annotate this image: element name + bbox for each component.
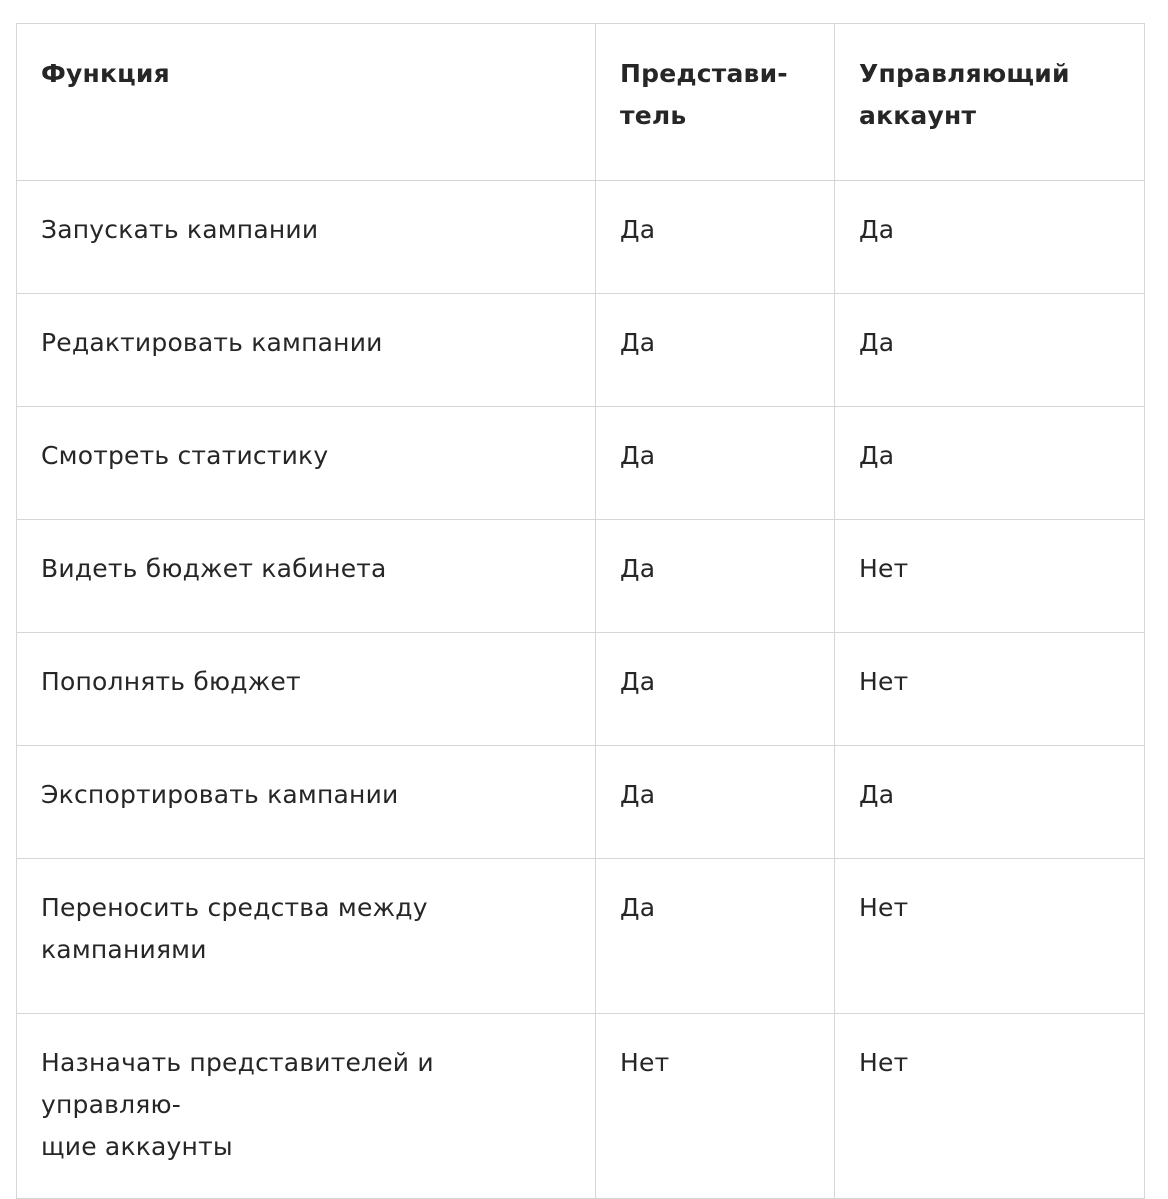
permissions-table-container xyxy=(16,23,1144,1199)
representative-value: Нет xyxy=(620,1048,670,1077)
representative-value: Да xyxy=(620,441,656,470)
representative-value: Да xyxy=(620,893,656,922)
table-row xyxy=(17,746,1145,859)
managing-account-cell xyxy=(835,859,1145,1014)
header-function xyxy=(17,24,596,181)
managing-account-cell xyxy=(835,181,1145,294)
function-cell xyxy=(17,181,596,294)
function-cell xyxy=(17,746,596,859)
representative-cell xyxy=(596,407,835,520)
function-label: Видеть бюджет кабинета xyxy=(41,554,387,583)
header-representative xyxy=(596,24,835,181)
representative-cell xyxy=(596,1014,835,1199)
representative-cell xyxy=(596,294,835,407)
permissions-table xyxy=(16,23,1145,1199)
table-row xyxy=(17,407,1145,520)
table-row xyxy=(17,181,1145,294)
function-cell xyxy=(17,520,596,633)
managing-account-cell xyxy=(835,520,1145,633)
representative-cell xyxy=(596,633,835,746)
function-label: Смотреть статистику xyxy=(41,441,329,470)
representative-cell xyxy=(596,746,835,859)
function-cell xyxy=(17,1014,596,1199)
header-function-label: Функция xyxy=(41,59,170,88)
managing-account-value: Да xyxy=(859,441,895,470)
managing-account-cell xyxy=(835,633,1145,746)
managing-account-value: Нет xyxy=(859,1048,909,1077)
representative-value: Да xyxy=(620,328,656,357)
function-label: Переносить средства между кампаниями xyxy=(41,893,428,964)
managing-account-cell xyxy=(835,746,1145,859)
representative-value: Да xyxy=(620,667,656,696)
representative-cell xyxy=(596,520,835,633)
function-cell xyxy=(17,407,596,520)
table-row xyxy=(17,520,1145,633)
managing-account-value: Нет xyxy=(859,667,909,696)
function-label: Редактировать кампании xyxy=(41,328,383,357)
representative-value: Да xyxy=(620,215,656,244)
function-label: Экспортировать кампании xyxy=(41,780,399,809)
managing-account-value: Да xyxy=(859,780,895,809)
table-header-row xyxy=(17,24,1145,181)
managing-account-cell xyxy=(835,294,1145,407)
table-row xyxy=(17,294,1145,407)
function-label: Назначать представителей и управляю- щие аккаунты xyxy=(41,1048,434,1161)
table-row xyxy=(17,633,1145,746)
header-managing-account-label: Управляющий аккаунт xyxy=(859,59,1070,130)
function-cell xyxy=(17,294,596,407)
managing-account-value: Да xyxy=(859,215,895,244)
managing-account-value: Да xyxy=(859,328,895,357)
managing-account-cell xyxy=(835,1014,1145,1199)
managing-account-value: Нет xyxy=(859,893,909,922)
function-label: Пополнять бюджет xyxy=(41,667,301,696)
function-cell xyxy=(17,859,596,1014)
representative-cell xyxy=(596,181,835,294)
table-row xyxy=(17,1014,1145,1199)
header-representative-label: Представи- тель xyxy=(620,59,788,130)
function-label: Запускать кампании xyxy=(41,215,319,244)
representative-value: Да xyxy=(620,780,656,809)
managing-account-value: Нет xyxy=(859,554,909,583)
function-cell xyxy=(17,633,596,746)
table-row xyxy=(17,859,1145,1014)
representative-cell xyxy=(596,859,835,1014)
header-managing-account xyxy=(835,24,1145,181)
managing-account-cell xyxy=(835,407,1145,520)
representative-value: Да xyxy=(620,554,656,583)
